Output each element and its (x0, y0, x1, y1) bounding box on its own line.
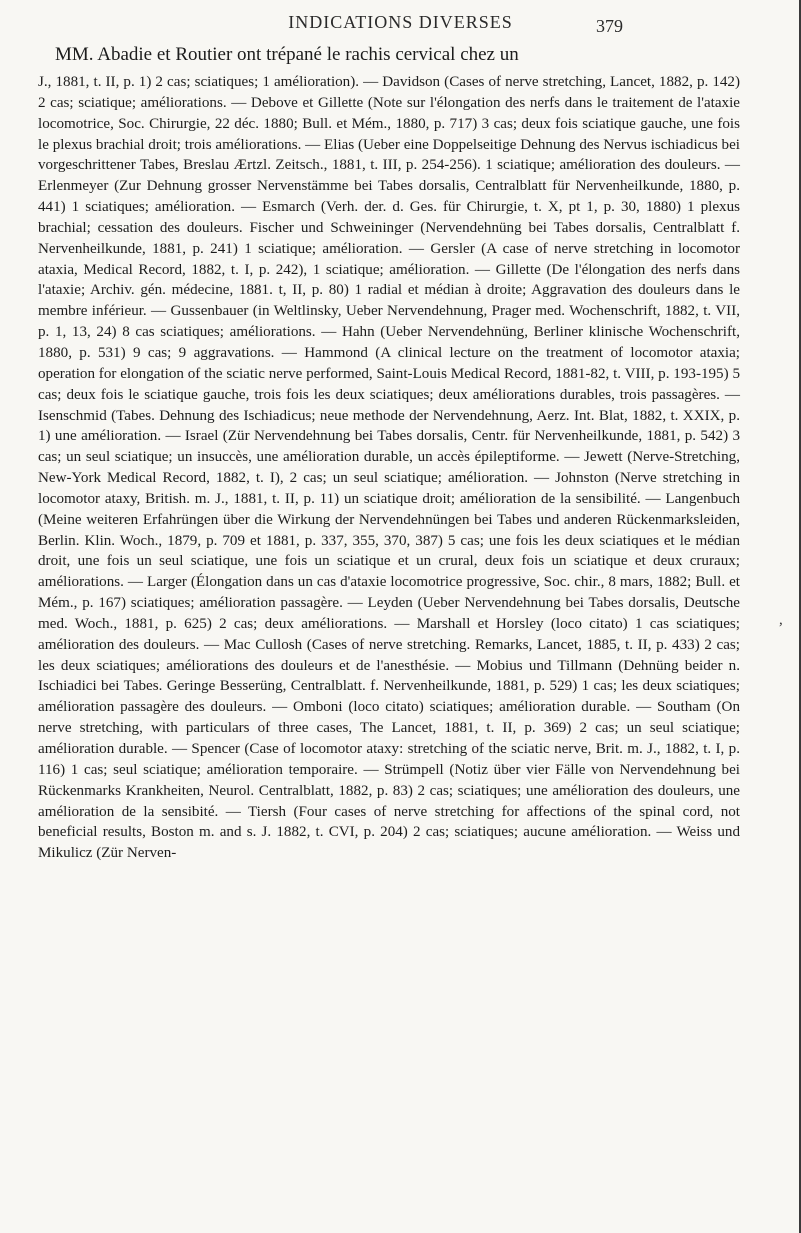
page-number: 379 (596, 16, 623, 36)
page-header (0, 8, 801, 36)
running-head: INDICATIONS DIVERSES (288, 12, 513, 32)
opening-line: MM. Abadie et Routier ont trépané le rachis cervical chez un (55, 44, 519, 65)
body-text (38, 40, 740, 864)
references-paragraph: J., 1881, t. II, p. 1) 2 cas; sciatiques; 1 amélioration). — Davidson (Cases of nerve stretching, Lancet, 1882, p. 142) 2 cas; sciatique; améliorations. — Debove et Gillette (Note sur l'élongation des nerfs dans le traitement de l'ataxie locomotrice, Soc. Chirurgie, 22 déc. 1880; Bull. et Mém., 1880, p. 717) 3 cas; deux fois sciatique gauche, une fois le plexus brachial droit; trois améliorations. — Elias (Ueber eine Doppelseitige Dehnung des Nervus ischiadicus bei vorgeschrittener Tabes, Breslau Ærtzl. Zeitsch., 1881, t. III, p. 254-256). 1 sciatique; amélioration des douleurs. — Erlenmeyer (Zur Dehnung grosser Nervenstämme bei Tabes dorsalis, Centralblatt für Nervenheilkunde, 1880, p. 441) 1 sciatiques; amélioration. — Esmarch (Verh. der. d. Ges. für Chirurgie, t. X, pt 1, p. 30, 1880) 1 plexus brachial; cessation des douleurs. Fischer und Schweininger (Nervendehnüng bei Tabes dorsalis, Centralblatt f. Nervenheilkunde, 1881, p. 241) 1 sciatique; amélioration. — Gersler (A case of nerve stretching in locomotor ataxia, Medical Record, 1882, t. I, p. 242), 1 sciatique; amélioration. — Gillette (De l'élongation des nerfs dans l'ataxie; Archiv. gén. médecine, 1881. t, II, p. 80) 1 radial et médian à droite; Aggravation des douleurs dans le membre inférieur. — Gussenbauer (in Weltlinsky, Ueber Nervendehnung, Prager med. Wochenschrift, 1882, t. VII, p. 1, 13, 24) 8 cas sciatiques; améliorations. — Hahn (Ueber Nervendehnüng, Berliner klinische Wochenschrift, 1880, p. 531) 9 cas; 9 aggravations. — Hammond (A clinical lecture on the treatment of locomotor ataxia; operation for elongation of the sciatic nerve performed, Saint-Louis Medical Record, 1881-82, t. VIII, p. 193-195) 5 cas; deux fois le sciatique gauche, trois fois les deux sciatiques; deux améliorations durables, trois passagères. — Isenschmid (Tabes. Dehnung des Ischiadicus; neue methode der Nervendehnung, Aerz. Int. Blat, 1882, t. XXIX, p. 1) une amélioration. — Israel (Zür Nervendehnung bei Tabes dorsalis, Centr. für Nervenheilkunde, 1881, p. 542) 3 cas; un seul sciatique; un insuccès, une amélioration durable, un accès épileptiforme. — Jewett (Nerve-Stretching, New-York Medical Record, 1882, t. I), 2 cas; un seul sciatique; amélioration. — Johnston (Nerve stretching in locomotor ataxy, British. m. J., 1881, t. II, p. 11) un sciatique droit; amélioration de la sensibilité. — Langenbuch (Meine weiteren Erfahrüngen über die Wirkung der Nervendehnüngen bei Tabes und anderen Rückenmarksleiden, Berlin. Klin. Woch., 1879, p. 709 et 1881, p. 337, 355, 370, 387) 5 cas; une fois les deux sciatiques et le médian droit, une fois un seul sciatique, une fois un sciatique et un crural, deux fois un sciatique et deux cruraux; améliorations. — Larger (Élongation dans un cas d'ataxie locomotrice progressive, Soc. chir., 8 mars, 1882; Bull. et Mém., p. 167) sciatiques; amélioration passagère. — Leyden (Ueber Nervendehnung bei Tabes dorsalis, Deutsche med. Woch., 1881, p. 625) 2 cas; deux améliorations. — Marshall et Horsley (loco citato) 1 cas sciatiques; amélioration des douleurs. — Mac Cullosh (Cases of nerve stretching. Remarks, Lancet, 1885, t. II, p. 433) 2 cas; les deux sciatiques; améliorations des douleurs et de l'anesthésie. — Mobius und Tillmann (Dehnüng beider n. Ischiadici bei Tabes. Geringe Besserüng, Centralblatt. f. Nervenheilkunde, 1881, p. 529) 1 cas; les deux sciatiques; amélioration passagère des douleurs. — Omboni (loco citato) sciatiques; amélioration durable. — Southam (On nerve stretching, with particulars of three cases, The Lancet, 1881, t. II, p. 369) 2 cas; un seul sciatique; amélioration durable. — Spencer (Case of locomotor ataxy: stretching of the sciatic nerve, Brit. m. J., 1882, t. I, p. 116) 1 cas; seul sciatique; amélioration temporaire. — Strümpell (Notiz über vier Fälle von Nervendehnung bei Rückenmarks Krankheiten, Neurol. Centralblatt, 1882, p. 83) 2 cas; sciatiques; une amélioration des douleurs, une amélioration de la sensibité. — Tiersh (Four cases of nerve stretching for affections of the spinal cord, not beneficial results, Boston m. and s. J. 1882, t. CVI, p. 204) 2 cas; sciatiques; aucune amélioration. — Weiss und Mikulicz (Zür Nerven- (38, 74, 740, 862)
margin-comma-mark: , (779, 612, 783, 628)
